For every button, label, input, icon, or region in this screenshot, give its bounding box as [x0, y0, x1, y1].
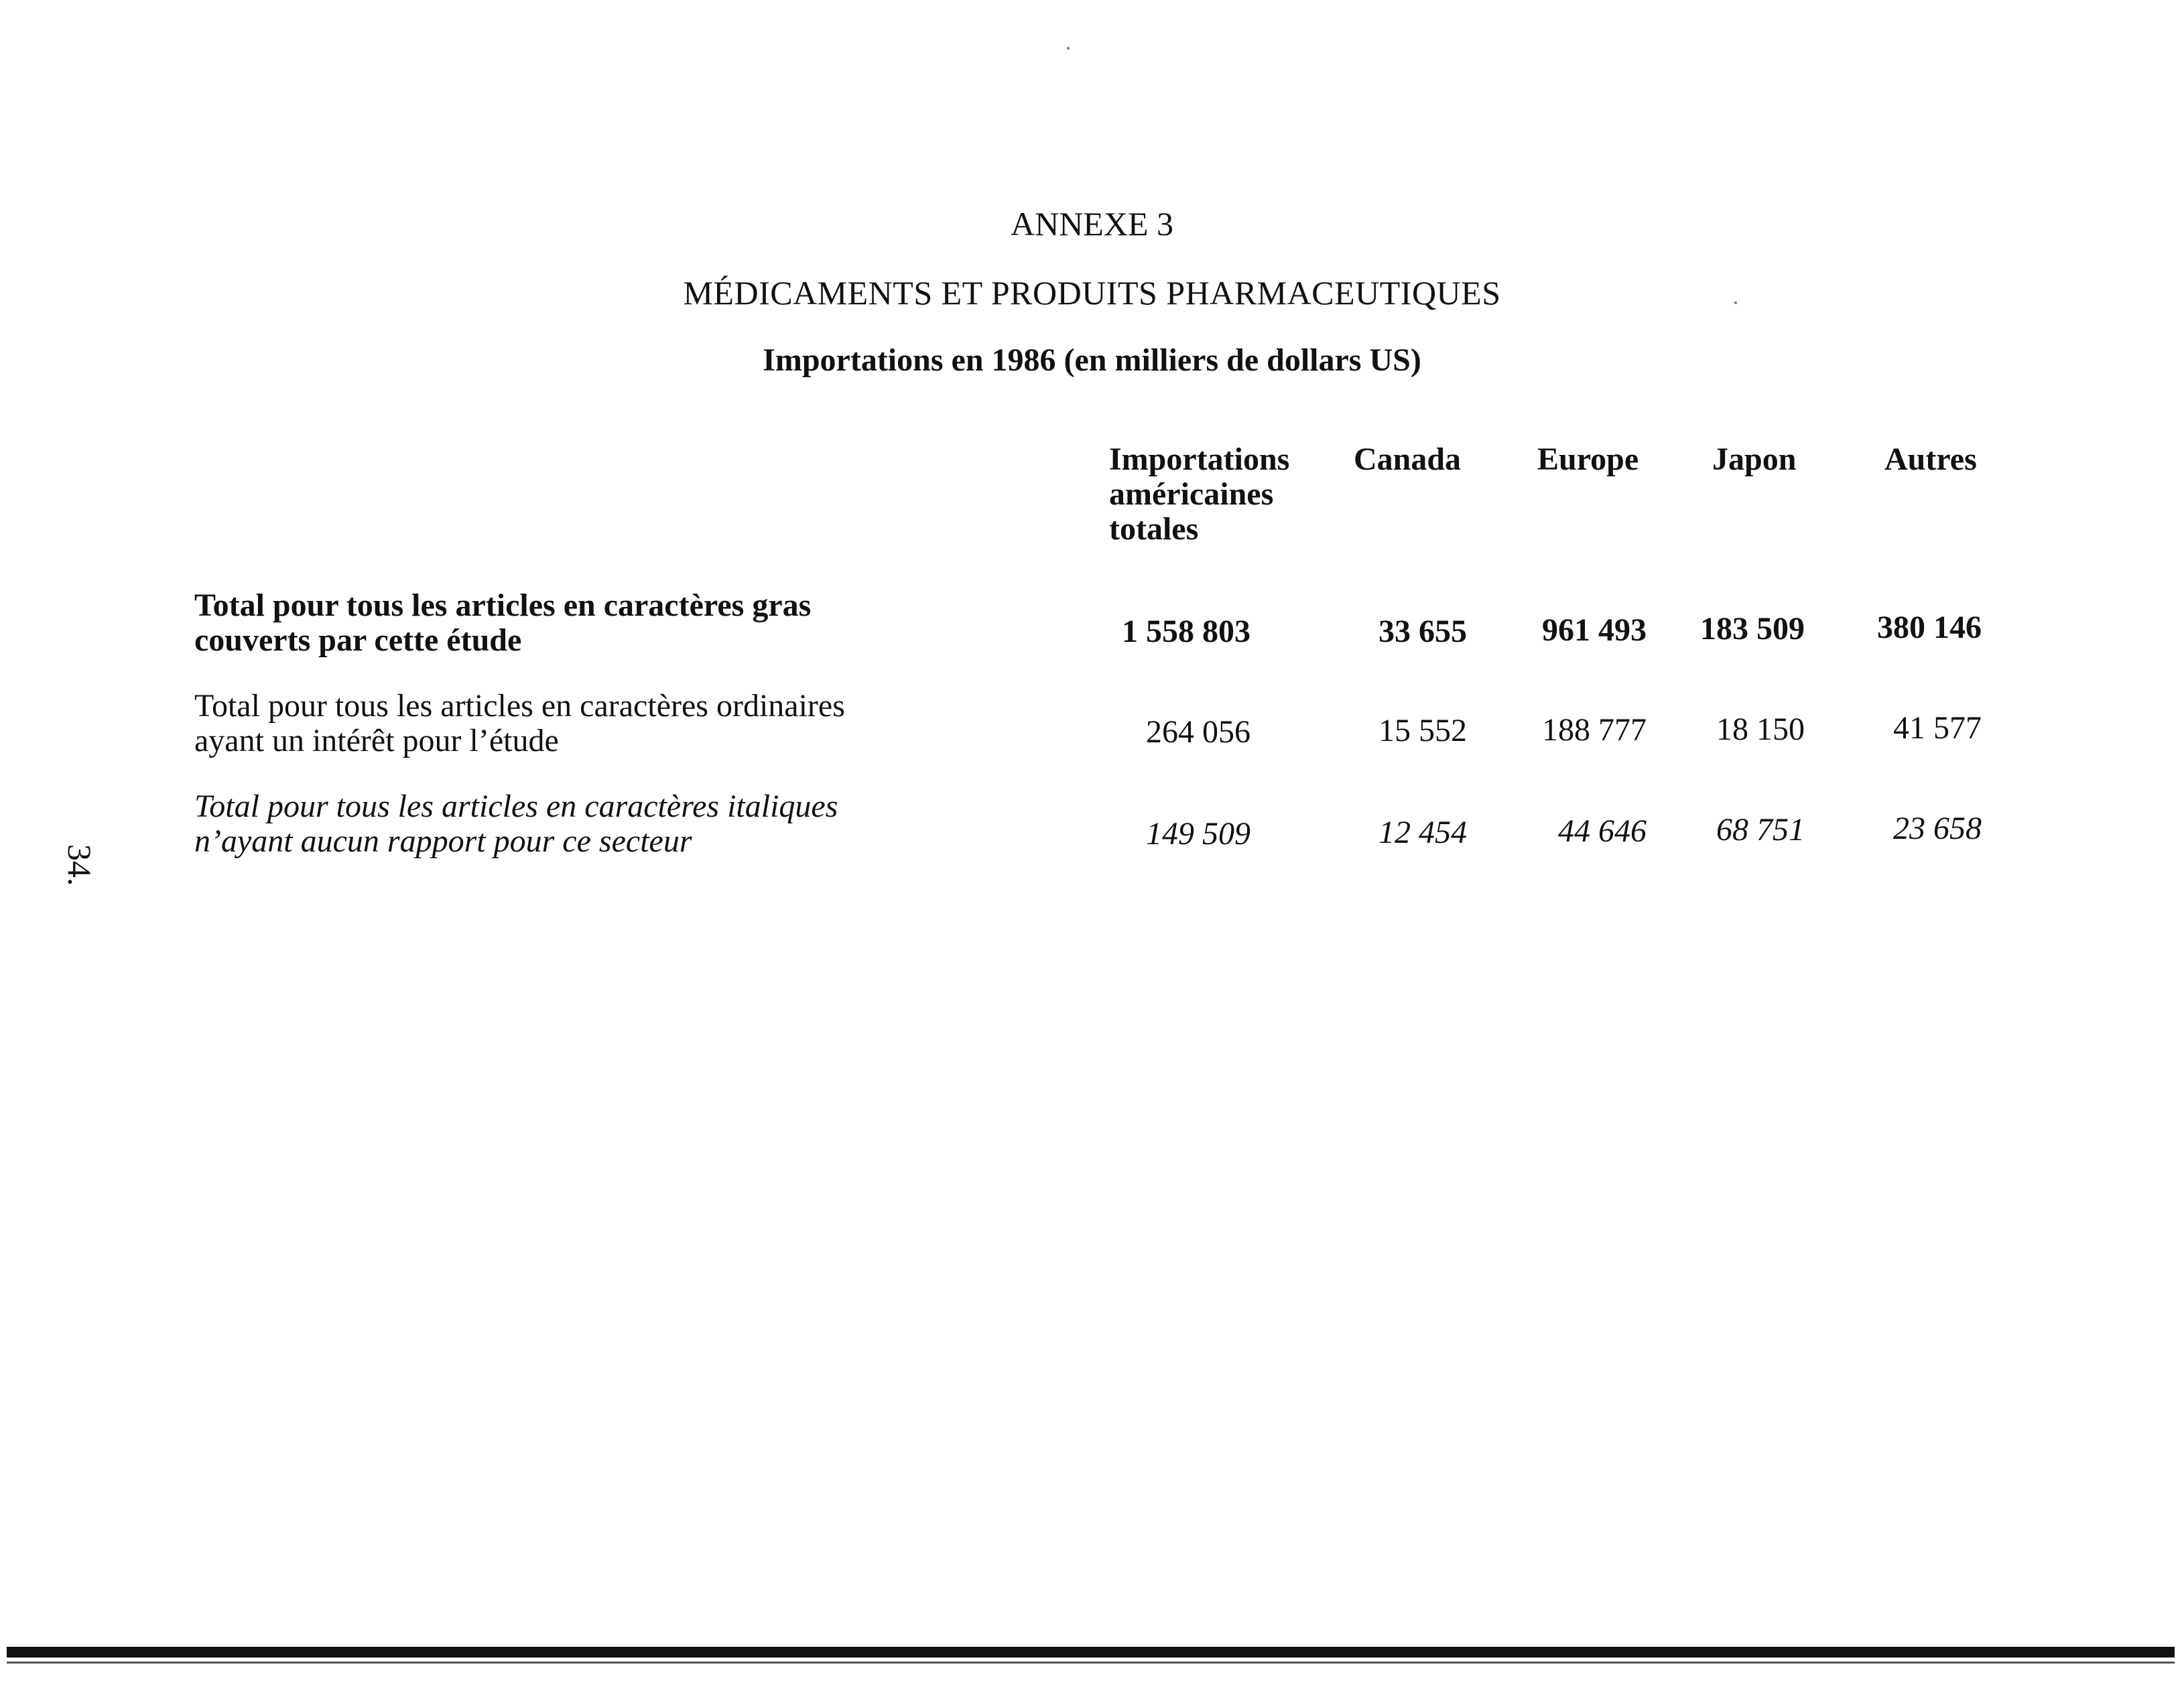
row-label: Total pour tous les articles en caractères ordinaires ayant un intérêt pour l’étude — [194, 688, 845, 758]
cell-canada: 12 454 — [1378, 815, 1467, 850]
annex-label: ANNEXE 3 — [1010, 205, 1174, 243]
column-header-europe: Europe — [1537, 442, 1639, 477]
page-number: 34. — [61, 844, 99, 886]
column-header-canada: Canada — [1354, 442, 1462, 477]
cell-europe: 188 777 — [1542, 712, 1647, 748]
cell-europe: 44 646 — [1558, 813, 1647, 849]
column-header-autres: Autres — [1884, 442, 1977, 477]
row-label: Total pour tous les articles en caractères gras couverts par cette étude — [194, 588, 812, 658]
cell-japon: 68 751 — [1716, 812, 1805, 848]
scan-speck — [1067, 47, 1070, 50]
cell-canada: 15 552 — [1378, 713, 1467, 748]
bottom-rule-shadow — [7, 1662, 2175, 1664]
cell-total: 149 509 — [1146, 816, 1250, 852]
row-label: Total pour tous les articles en caractères italiques n’ayant aucun rapport pour ce secteur — [194, 789, 838, 859]
cell-total: 264 056 — [1146, 714, 1250, 750]
cell-europe: 961 493 — [1542, 612, 1647, 648]
cell-autres: 23 658 — [1893, 811, 1982, 846]
column-header-total: Importations américaines totales — [1109, 442, 1290, 547]
cell-total: 1 558 803 — [1122, 614, 1250, 649]
document-subtitle: Importations en 1986 (en milliers de dollars US) — [763, 342, 1421, 378]
cell-autres: 380 146 — [1877, 610, 1982, 645]
cell-canada: 33 655 — [1378, 614, 1467, 649]
cell-autres: 41 577 — [1893, 710, 1982, 746]
cell-japon: 18 150 — [1716, 712, 1805, 747]
cell-japon: 183 509 — [1700, 611, 1805, 647]
document-title: MÉDICAMENTS ET PRODUITS PHARMACEUTIQUES — [683, 274, 1501, 312]
scan-speck — [1734, 301, 1737, 304]
column-header-japon: Japon — [1712, 442, 1797, 477]
bottom-rule — [7, 1647, 2175, 1658]
